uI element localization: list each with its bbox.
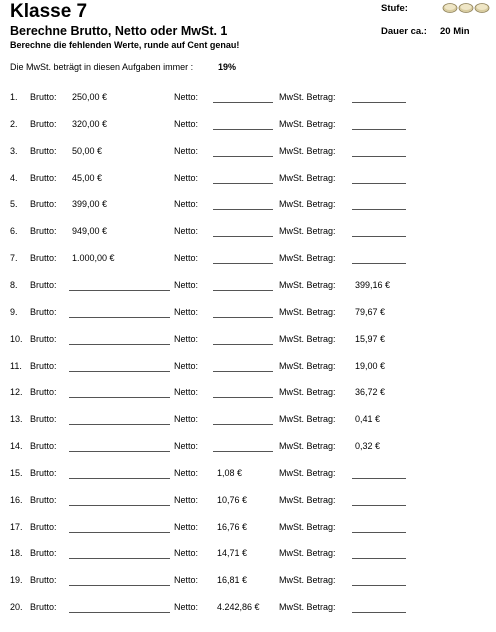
- brutto-label: Brutto:: [30, 441, 57, 452]
- task-number: 12.: [10, 387, 23, 398]
- mwst-value: 36,72 €: [355, 387, 386, 398]
- netto-label: Netto:: [174, 333, 199, 344]
- task-number: 6.: [10, 226, 18, 237]
- brutto-answer-blank[interactable]: [69, 505, 170, 506]
- mwst-label: MwSt. Betrag:: [279, 467, 336, 478]
- brutto-value: 320,00 €: [72, 118, 108, 129]
- brutto-answer-blank[interactable]: [69, 585, 170, 586]
- dauer-label: Dauer ca.:: [381, 26, 427, 37]
- brutto-answer-blank[interactable]: [69, 532, 170, 533]
- brutto-answer-blank[interactable]: [69, 451, 170, 452]
- task-number: 9.: [10, 306, 18, 317]
- mwst-label: MwSt. Betrag:: [279, 226, 336, 237]
- task-row: [0, 119, 496, 133]
- task-number: 15.: [10, 467, 23, 478]
- task-number: 20.: [10, 602, 23, 613]
- netto-answer-blank[interactable]: [213, 263, 273, 264]
- netto-label: Netto:: [174, 199, 199, 210]
- netto-label: Netto:: [174, 118, 199, 129]
- netto-label: Netto:: [174, 306, 199, 317]
- netto-label: Netto:: [174, 253, 199, 264]
- task-row: [0, 495, 496, 509]
- netto-answer-blank[interactable]: [213, 209, 273, 210]
- mwst-value: 15,97 €: [355, 333, 386, 344]
- brutto-answer-blank[interactable]: [69, 344, 170, 345]
- mwst-label: MwSt. Betrag:: [279, 494, 336, 505]
- task-row: [0, 146, 496, 160]
- task-row: [0, 334, 496, 348]
- task-row: [0, 387, 496, 401]
- brutto-answer-blank[interactable]: [69, 612, 170, 613]
- task-row: [0, 468, 496, 482]
- brutto-value: 50,00 €: [72, 145, 103, 156]
- task-number: 14.: [10, 441, 23, 452]
- brutto-label: Brutto:: [30, 575, 57, 586]
- task-number: 19.: [10, 575, 23, 586]
- netto-value: 16,81 €: [217, 575, 248, 586]
- mwst-answer-blank[interactable]: [352, 236, 406, 237]
- netto-label: Netto:: [174, 145, 199, 156]
- task-number: 18.: [10, 548, 23, 559]
- mwst-value: 79,67 €: [355, 306, 386, 317]
- worksheet-title: Klasse 7: [10, 1, 88, 22]
- task-number: 11.: [10, 360, 22, 371]
- task-row: [0, 441, 496, 455]
- brutto-label: Brutto:: [30, 360, 57, 371]
- task-number: 10.: [10, 333, 23, 344]
- task-number: 16.: [10, 494, 23, 505]
- task-number: 13.: [10, 414, 23, 425]
- worksheet-instruction: Berechne die fehlenden Werte, runde auf Cent genau!: [10, 40, 240, 50]
- netto-answer-blank[interactable]: [213, 344, 273, 345]
- netto-answer-blank[interactable]: [213, 397, 273, 398]
- mwst-label: MwSt. Betrag:: [279, 602, 336, 613]
- netto-answer-blank[interactable]: [213, 424, 273, 425]
- mwst-label: MwSt. Betrag:: [279, 199, 336, 210]
- task-row: [0, 602, 496, 616]
- netto-label: Netto:: [174, 548, 199, 559]
- brutto-value: 949,00 €: [72, 226, 108, 237]
- mwst-answer-blank[interactable]: [352, 585, 406, 586]
- task-row: [0, 199, 496, 213]
- netto-answer-blank[interactable]: [213, 371, 273, 372]
- mwst-answer-blank[interactable]: [352, 129, 406, 130]
- netto-label: Netto:: [174, 387, 199, 398]
- netto-label: Netto:: [174, 521, 199, 532]
- brutto-label: Brutto:: [30, 145, 57, 156]
- task-row: [0, 226, 496, 240]
- task-row: [0, 307, 496, 321]
- task-row: [0, 92, 496, 106]
- brutto-answer-blank[interactable]: [69, 290, 170, 291]
- task-row: [0, 575, 496, 589]
- brutto-label: Brutto:: [30, 387, 57, 398]
- netto-label: Netto:: [174, 226, 199, 237]
- brutto-label: Brutto:: [30, 199, 57, 210]
- brutto-label: Brutto:: [30, 521, 57, 532]
- brutto-label: Brutto:: [30, 226, 57, 237]
- three-coin-rating-icon: [442, 0, 492, 14]
- mwst-answer-blank[interactable]: [352, 102, 406, 103]
- mwst-value: 0,32 €: [355, 441, 381, 452]
- task-row: [0, 253, 496, 267]
- brutto-label: Brutto:: [30, 253, 57, 264]
- task-row: [0, 414, 496, 428]
- netto-answer-blank[interactable]: [213, 156, 273, 157]
- netto-label: Netto:: [174, 441, 199, 452]
- netto-label: Netto:: [174, 575, 199, 586]
- mwst-value: 19,00 €: [355, 360, 386, 371]
- mwst-label: MwSt. Betrag:: [279, 306, 336, 317]
- task-number: 1.: [10, 92, 18, 102]
- mwst-label: MwSt. Betrag:: [279, 521, 336, 532]
- brutto-label: Brutto:: [30, 548, 57, 559]
- brutto-answer-blank[interactable]: [69, 317, 170, 318]
- mwst-label: MwSt. Betrag:: [279, 387, 336, 398]
- brutto-value: 1.000,00 €: [72, 253, 115, 264]
- mwst-label: MwSt. Betrag:: [279, 548, 336, 559]
- task-number: 7.: [10, 253, 18, 264]
- brutto-label: Brutto:: [30, 172, 57, 183]
- brutto-answer-blank[interactable]: [69, 397, 170, 398]
- netto-answer-blank[interactable]: [213, 236, 273, 237]
- netto-value: 1,08 €: [217, 467, 243, 478]
- netto-answer-blank[interactable]: [213, 290, 273, 291]
- netto-value: 16,76 €: [217, 521, 248, 532]
- brutto-label: Brutto:: [30, 467, 57, 478]
- task-number: 4.: [10, 172, 18, 183]
- task-number: 3.: [10, 145, 18, 156]
- brutto-answer-blank[interactable]: [69, 424, 170, 425]
- mwst-label: MwSt. Betrag:: [279, 92, 336, 102]
- brutto-label: Brutto:: [30, 306, 57, 317]
- mwst-answer-blank[interactable]: [352, 209, 406, 210]
- netto-label: Netto:: [174, 172, 199, 183]
- mwst-value: 0,41 €: [355, 414, 381, 425]
- brutto-value: 399,00 €: [72, 199, 108, 210]
- task-number: 8.: [10, 279, 18, 290]
- task-row: [0, 173, 496, 187]
- brutto-answer-blank[interactable]: [69, 558, 170, 559]
- brutto-value: 250,00 €: [72, 92, 108, 102]
- mwst-value: 399,16 €: [355, 279, 391, 290]
- brutto-label: Brutto:: [30, 92, 57, 102]
- mwst-label: MwSt. Betrag:: [279, 145, 336, 156]
- brutto-value: 45,00 €: [72, 172, 103, 183]
- stufe-label: Stufe:: [381, 3, 408, 14]
- task-row: [0, 280, 496, 294]
- mwst-answer-blank[interactable]: [352, 183, 406, 184]
- mwst-note: Die MwSt. beträgt in diesen Aufgaben immer :: [10, 62, 194, 72]
- mwst-answer-blank[interactable]: [352, 478, 406, 479]
- netto-label: Netto:: [174, 494, 199, 505]
- netto-label: Netto:: [174, 279, 199, 290]
- netto-answer-blank[interactable]: [213, 129, 273, 130]
- task-number: 2.: [10, 118, 18, 129]
- brutto-answer-blank[interactable]: [69, 478, 170, 479]
- mwst-label: MwSt. Betrag:: [279, 253, 336, 264]
- mwst-answer-blank[interactable]: [352, 558, 406, 559]
- netto-label: Netto:: [174, 602, 199, 613]
- task-row: [0, 361, 496, 375]
- brutto-label: Brutto:: [30, 118, 57, 129]
- netto-label: Netto:: [174, 414, 199, 425]
- mwst-label: MwSt. Betrag:: [279, 414, 336, 425]
- dauer-value: 20 Min: [440, 26, 470, 37]
- netto-label: Netto:: [174, 467, 199, 478]
- netto-answer-blank[interactable]: [213, 451, 273, 452]
- mwst-answer-blank[interactable]: [352, 263, 406, 264]
- brutto-label: Brutto:: [30, 279, 57, 290]
- brutto-label: Brutto:: [30, 414, 57, 425]
- netto-value: 14,71 €: [217, 548, 248, 559]
- task-row: [0, 548, 496, 562]
- task-row: [0, 522, 496, 536]
- brutto-answer-blank[interactable]: [69, 371, 170, 372]
- netto-answer-blank[interactable]: [213, 317, 273, 318]
- netto-label: Netto:: [174, 360, 199, 371]
- mwst-label: MwSt. Betrag:: [279, 575, 336, 586]
- mwst-label: MwSt. Betrag:: [279, 118, 336, 129]
- mwst-rate: 19%: [218, 62, 237, 72]
- mwst-label: MwSt. Betrag:: [279, 333, 336, 344]
- task-number: 5.: [10, 199, 18, 210]
- netto-value: 10,76 €: [217, 494, 248, 505]
- mwst-answer-blank[interactable]: [352, 612, 406, 613]
- mwst-answer-blank[interactable]: [352, 505, 406, 506]
- mwst-label: MwSt. Betrag:: [279, 279, 336, 290]
- netto-label: Netto:: [174, 92, 199, 102]
- brutto-label: Brutto:: [30, 494, 57, 505]
- mwst-label: MwSt. Betrag:: [279, 360, 336, 371]
- mwst-answer-blank[interactable]: [352, 156, 406, 157]
- brutto-label: Brutto:: [30, 602, 57, 613]
- mwst-label: MwSt. Betrag:: [279, 172, 336, 183]
- worksheet-subtitle: Berechne Brutto, Netto oder MwSt. 1: [10, 24, 228, 38]
- netto-answer-blank[interactable]: [213, 183, 273, 184]
- brutto-label: Brutto:: [30, 333, 57, 344]
- netto-answer-blank[interactable]: [213, 102, 273, 103]
- netto-value: 4.242,86 €: [217, 602, 260, 613]
- mwst-answer-blank[interactable]: [352, 532, 406, 533]
- task-number: 17.: [10, 521, 23, 532]
- mwst-label: MwSt. Betrag:: [279, 441, 336, 452]
